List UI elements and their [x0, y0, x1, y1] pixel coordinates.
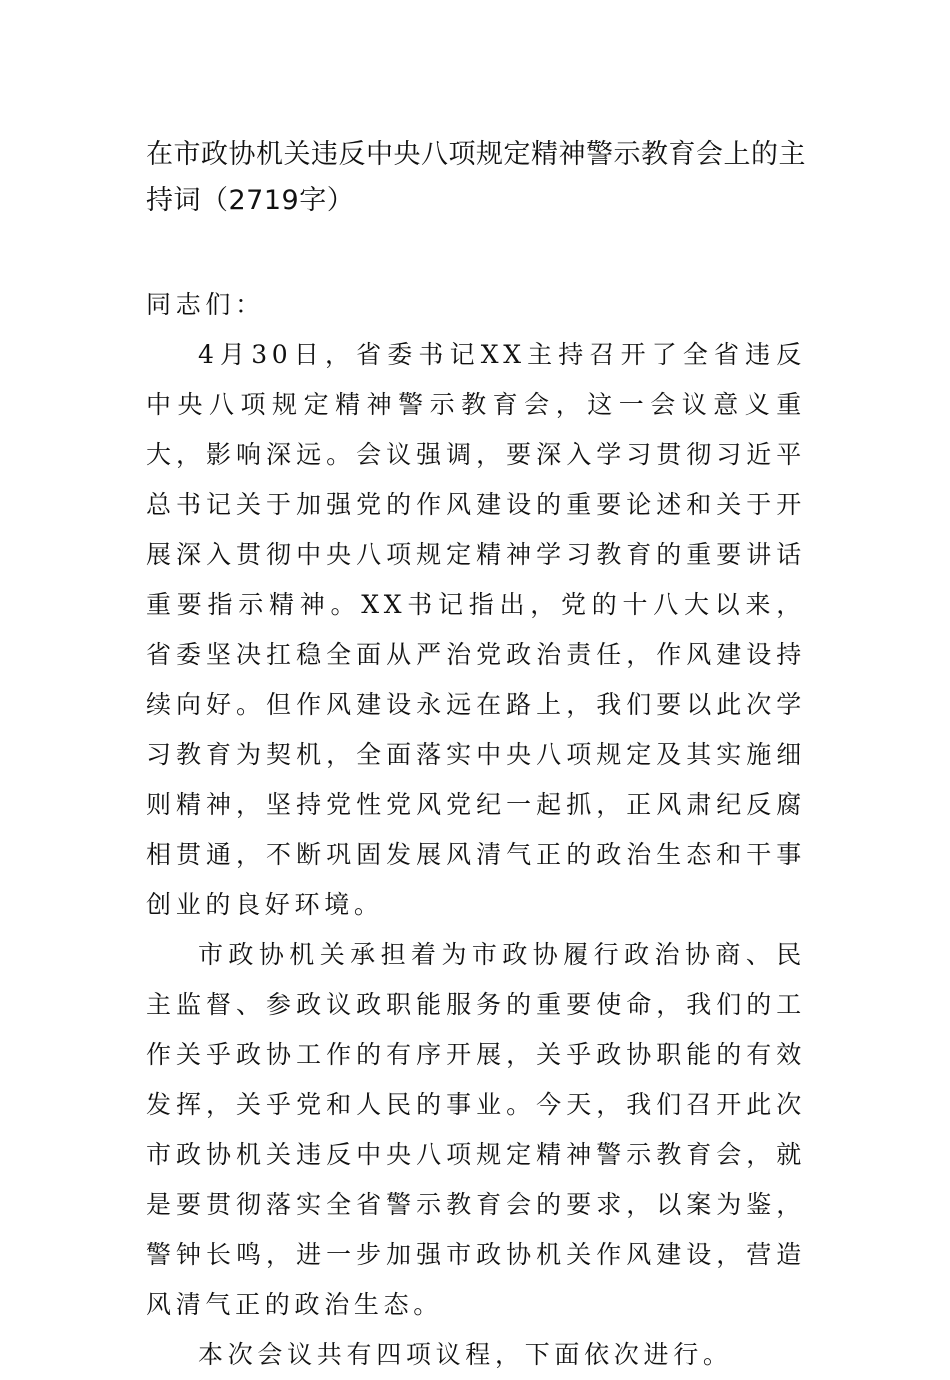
paragraph-2: 市政协机关承担着为市政协履行政治协商、民主监督、参政议政职能服务的重要使命，我们的工作关乎政协工作的有序开展，关乎政协职能的有效发挥，关乎党和人民的事业。今天，我们召开此次市政协机关违反中央八项规定精神警示教育会，就是要贯彻落实全省警示教育会的要求，以案为鉴，警钟长鸣，进一步加强市政协机关作风建设，营造风清气正的政治生态。 — [146, 940, 806, 1319]
salutation: 同志们： — [146, 290, 265, 319]
paragraph-3: 本次会议共有四项议程，下面依次进行。 — [198, 1340, 733, 1369]
document-title: 在市政协机关违反中央八项规定精神警示教育会上的主持词（2719字） — [146, 139, 806, 216]
document-body — [146, 280, 806, 1380]
paragraph-1: 4月30日，省委书记XX主持召开了全省违反中央八项规定精神警示教育会，这一会议意义重大，影响深远。会议强调，要深入学习贯彻习近平总书记关于加强党的作风建设的重要论述和关于开展深入贯彻中央八项规定精神学习教育的重要讲话重要指示精神。XX书记指出，党的十八大以来，省委坚决扛稳全面从严治党政治责任，作风建设持续向好。但作风建设永远在路上，我们要以此次学习教育为契机，全面落实中央八项规定及其实施细则精神，坚持党性党风党纪一起抓，正风肃纪反腐相贯通，不断巩固发展风清气正的政治生态和干事创业的良好环境。 — [146, 340, 806, 919]
